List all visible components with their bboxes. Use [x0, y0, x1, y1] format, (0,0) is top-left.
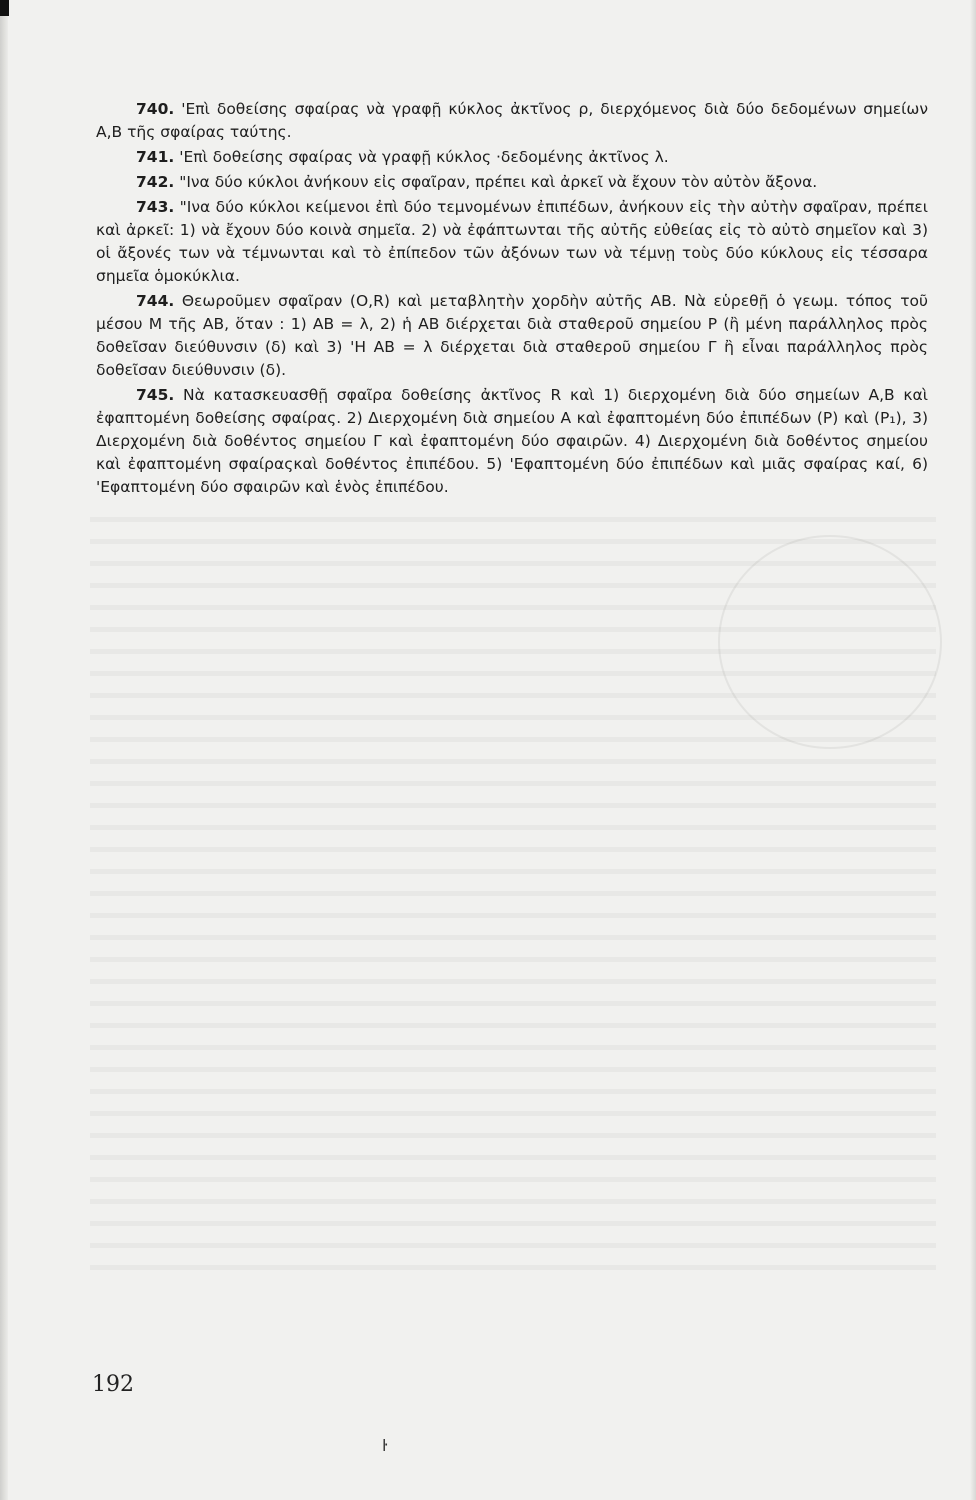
- problem-number: 740.: [136, 100, 175, 118]
- problem-number: 742.: [136, 173, 175, 191]
- show-through-bleed: [90, 500, 936, 1270]
- problems-section: [96, 98, 928, 499]
- problem-744: [96, 290, 928, 382]
- problem-number-value: 743: [136, 198, 169, 216]
- page-edge-left: [0, 0, 8, 1500]
- stray-mark: ŀ: [382, 1436, 388, 1455]
- problem-number-value: 744: [136, 292, 169, 310]
- problem-number: 745.: [136, 386, 175, 404]
- problem-text: 'Επὶ δοθείσης σφαίρας νὰ γραφῇ κύκλος ·δεδομένης ἀκτῖνος λ.: [179, 148, 669, 166]
- problem-743: [96, 196, 928, 288]
- scan-corner-mark: [0, 0, 9, 16]
- problem-number-value: 742: [136, 173, 169, 191]
- problem-number-value: 740: [136, 100, 169, 118]
- problem-number-value: 741: [136, 148, 169, 166]
- problem-text: Νὰ κατασκευασθῇ σφαῖρα δοθείσης ἀκτῖνος R καὶ 1) διερχομένη διὰ δύο σημείων Α,Β καὶ ἐφαπτομένη δοθείσης σφαίρας. 2) Διερχομένη διὰ σημείου Α καὶ ἐφαπτομένη δύο ἐπιπέδων (Ρ) καὶ (Ρ₁), 3) Διερχομένη διὰ δοθέντος σημείου Γ καὶ ἐφαπτομένη δύο σφαιρῶν. 4) Διερχομένη διὰ δοθέντος σημείου καὶ ἐφαπτομένη σφαίραςκαὶ δοθέντος ἐπιπέδου. 5) 'Εφαπτομένη δύο ἐπιπέδων καὶ μιᾶς σφαίρας καί, 6) 'Εφαπτομένη δύο σφαιρῶν καὶ ἑνὸς ἐπιπέδου.: [96, 386, 928, 496]
- show-through-figure: [718, 535, 942, 749]
- problem-number: 744.: [136, 292, 175, 310]
- problem-text: 'Επὶ δοθείσης σφαίρας νὰ γραφῇ κύκλος ἀκτῖνος ρ, διερχόμενος διὰ δύο δεδομένων σημείων Α,Β τῆς σφαίρας ταύτης.: [96, 100, 928, 141]
- problem-text: Θεωροῦμεν σφαῖραν (O,R) καὶ μεταβλητὴν χορδὴν αὐτῆς ΑΒ. Νὰ εὑρεθῇ ὁ γεωμ. τόπος τοῦ μέσου Μ τῆς ΑΒ, ὅταν : 1) ΑΒ = λ, 2) ἡ ΑΒ διέρχεται διὰ σταθεροῦ σημείου Ρ (ἢ μένη παράλληλος πρὸς δοθεῖσαν διεύθυνσιν (δ) καὶ 3) 'Η ΑΒ = λ διέρχεται διὰ σταθεροῦ σημείου Γ ἢ εἶναι παράλληλος πρὸς δοθεῖσαν διεύθυνσιν (δ).: [96, 292, 928, 379]
- page-number: 192: [92, 1372, 134, 1397]
- problem-742: [96, 171, 928, 194]
- problem-number: 741.: [136, 148, 175, 166]
- problem-number-value: 745: [136, 386, 169, 404]
- problem-text: "Ινα δύο κύκλοι ἀνήκουν εἰς σφαῖραν, πρέπει καὶ ἀρκεῖ νὰ ἔχουν τὸν αὐτὸν ἄξονα.: [179, 173, 818, 191]
- page-edge-right: [970, 0, 976, 1500]
- problem-text: "Ινα δύο κύκλοι κείμενοι ἐπὶ δύο τεμνομένων ἐπιπέδων, ἀνήκουν εἰς τὴν αὐτὴν σφαῖραν, πρέπει καὶ ἀρκεῖ: 1) νὰ ἔχουν δύο κοινὰ σημεῖα. 2) νὰ ἐφάπτωνται τῆς αὐτῆς εὐθείας εἰς τὸ αὐτὸ σημεῖον καὶ 3) οἱ ἄξονές των νὰ τέμνωνται καὶ τὸ ἐπίπεδον τῶν ἀξόνων των νὰ τέμνῃ τοὺς δύο κύκλους εἰς τέσσαρα σημεῖα ὁμοκύκλια.: [96, 198, 928, 285]
- problem-number: 743.: [136, 198, 175, 216]
- problem-745: [96, 384, 928, 499]
- problem-741: [96, 146, 928, 169]
- problem-740: [96, 98, 928, 144]
